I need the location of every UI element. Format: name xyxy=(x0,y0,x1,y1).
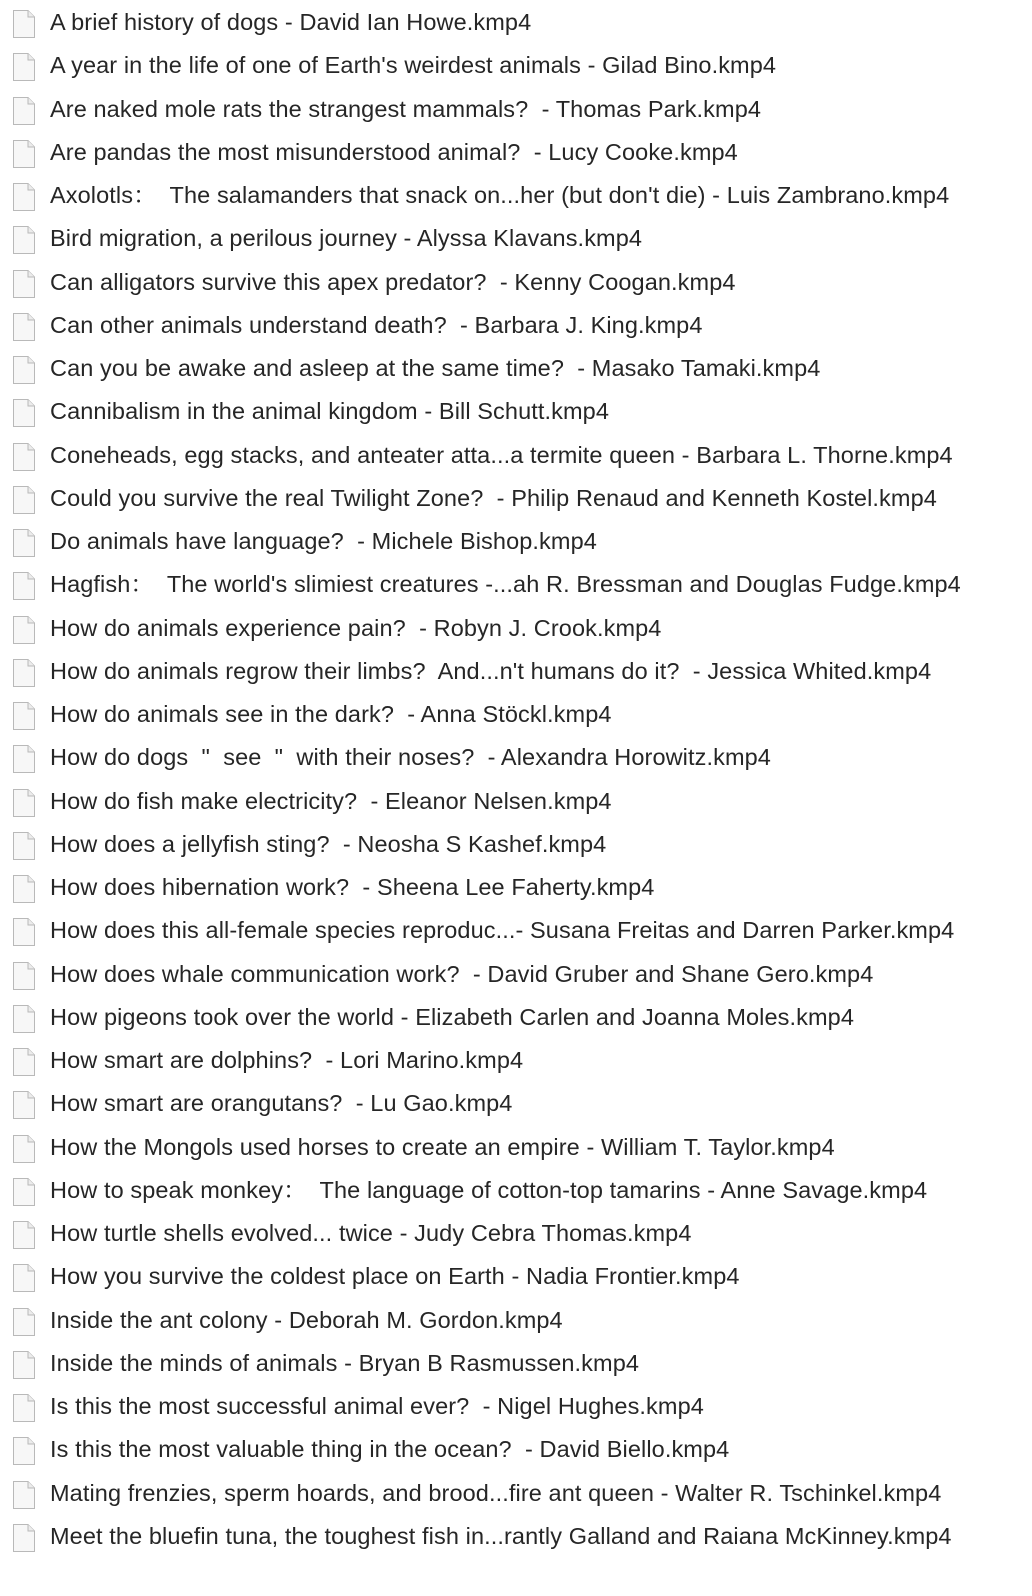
file-row[interactable] xyxy=(0,520,1032,563)
file-row[interactable] xyxy=(0,1255,1032,1298)
file-name: How do animals see in the dark? - Anna Stöckl.kmp4 xyxy=(50,701,612,727)
document-icon xyxy=(12,1090,36,1120)
file-row[interactable] xyxy=(0,434,1032,477)
document-icon xyxy=(12,744,36,774)
document-icon xyxy=(12,528,36,558)
file-name: How turtle shells evolved... twice - Judy Cebra Thomas.kmp4 xyxy=(50,1220,692,1246)
document-icon xyxy=(12,1177,36,1207)
file-row[interactable] xyxy=(0,261,1032,304)
file-name: How do animals regrow their limbs? And...n't humans do it? - Jessica Whited.kmp4 xyxy=(50,657,932,684)
document-icon xyxy=(12,1523,36,1553)
document-icon xyxy=(12,398,36,428)
document-icon xyxy=(12,1004,36,1034)
document-icon xyxy=(12,485,36,515)
file-name: Are pandas the most misunderstood animal? - Lucy Cooke.kmp4 xyxy=(50,138,738,165)
file-row[interactable] xyxy=(0,909,1032,952)
document-icon xyxy=(12,96,36,126)
file-row[interactable] xyxy=(0,1,1032,44)
file-name: Inside the ant colony - Deborah M. Gordon.kmp4 xyxy=(50,1306,563,1333)
file-name: Is this the most valuable thing in the ocean? - David Biello.kmp4 xyxy=(50,1436,730,1463)
file-name: Can you be awake and asleep at the same time? - Masako Tamaki.kmp4 xyxy=(50,355,821,381)
file-row[interactable] xyxy=(0,347,1032,390)
file-row[interactable] xyxy=(0,1039,1032,1082)
document-icon xyxy=(12,1307,36,1337)
file-row[interactable] xyxy=(0,823,1032,866)
document-icon xyxy=(12,52,36,82)
document-icon xyxy=(12,225,36,255)
document-icon xyxy=(12,139,36,169)
document-icon xyxy=(12,571,36,601)
file-name: Do animals have language? - Michele Bishop.kmp4 xyxy=(50,528,597,554)
file-name: Coneheads, egg stacks, and anteater atta...a termite queen - Barbara L. Thorne.kmp4 xyxy=(50,441,953,468)
file-row[interactable] xyxy=(0,1126,1032,1169)
file-name: How pigeons took over the world - Elizabeth Carlen and Joanna Moles.kmp4 xyxy=(50,1003,855,1030)
file-row[interactable] xyxy=(0,1515,1032,1558)
file-name: How do dogs " see " with their noses? - Alexandra Horowitz.kmp4 xyxy=(50,744,771,771)
file-row[interactable] xyxy=(0,1428,1032,1471)
file-name: How to speak monkey： The language of cotton-top tamarins - Anne Savage.kmp4 xyxy=(50,1176,928,1203)
document-icon xyxy=(12,1350,36,1380)
file-row[interactable] xyxy=(0,607,1032,650)
document-icon xyxy=(12,831,36,861)
file-row[interactable] xyxy=(0,650,1032,693)
document-icon xyxy=(12,312,36,342)
file-row[interactable] xyxy=(0,174,1032,217)
file-name: How smart are dolphins? - Lori Marino.kmp4 xyxy=(50,1047,524,1073)
file-name: How does this all-female species reproduc...- Susana Freitas and Darren Parker.kmp4 xyxy=(50,917,955,944)
file-row[interactable] xyxy=(0,996,1032,1039)
file-row[interactable] xyxy=(0,1212,1032,1255)
file-row[interactable] xyxy=(0,736,1032,779)
file-name: Is this the most successful animal ever? - Nigel Hughes.kmp4 xyxy=(50,1393,704,1419)
file-name: Are naked mole rats the strangest mammals? - Thomas Park.kmp4 xyxy=(50,95,762,122)
document-icon xyxy=(12,355,36,385)
file-name: How the Mongols used horses to create an empire - William T. Taylor.kmp4 xyxy=(50,1133,835,1160)
file-name: How do animals experience pain? - Robyn J. Crook.kmp4 xyxy=(50,614,662,641)
file-name: Can other animals understand death? - Barbara J. King.kmp4 xyxy=(50,311,703,338)
file-row[interactable] xyxy=(0,1082,1032,1125)
document-icon xyxy=(12,269,36,299)
document-icon xyxy=(12,1436,36,1466)
file-row[interactable] xyxy=(0,780,1032,823)
file-name: How does hibernation work? - Sheena Lee Faherty.kmp4 xyxy=(50,874,655,900)
file-name: Mating frenzies, sperm hoards, and brood...fire ant queen - Walter R. Tschinkel.kmp4 xyxy=(50,1479,942,1506)
file-row[interactable] xyxy=(0,217,1032,260)
document-icon xyxy=(12,917,36,947)
file-row[interactable] xyxy=(0,88,1032,131)
file-name: A brief history of dogs - David Ian Howe.kmp4 xyxy=(50,9,532,35)
file-row[interactable] xyxy=(0,304,1032,347)
document-icon xyxy=(12,9,36,39)
file-row[interactable] xyxy=(0,866,1032,909)
file-name: Could you survive the real Twilight Zone? - Philip Renaud and Kenneth Kostel.kmp4 xyxy=(50,484,937,511)
document-icon xyxy=(12,1263,36,1293)
file-name: Inside the minds of animals - Bryan B Rasmussen.kmp4 xyxy=(50,1349,640,1376)
file-row[interactable] xyxy=(0,1472,1032,1515)
document-icon xyxy=(12,1220,36,1250)
file-name: Hagfish： The world's slimiest creatures -...ah R. Bressman and Douglas Fudge.kmp4 xyxy=(50,571,961,598)
file-row[interactable] xyxy=(0,1385,1032,1428)
file-row[interactable] xyxy=(0,953,1032,996)
file-name: Can alligators survive this apex predator? - Kenny Coogan.kmp4 xyxy=(50,268,736,295)
file-row[interactable] xyxy=(0,390,1032,433)
document-icon xyxy=(12,615,36,645)
file-row[interactable] xyxy=(0,44,1032,87)
file-row[interactable] xyxy=(0,1169,1032,1212)
file-row[interactable] xyxy=(0,131,1032,174)
file-row[interactable] xyxy=(0,1299,1032,1342)
document-icon xyxy=(12,1480,36,1510)
file-name: Cannibalism in the animal kingdom - Bill Schutt.kmp4 xyxy=(50,398,609,425)
document-icon xyxy=(12,788,36,818)
document-icon xyxy=(12,961,36,991)
document-icon xyxy=(12,182,36,212)
file-row[interactable] xyxy=(0,693,1032,736)
file-row[interactable] xyxy=(0,563,1032,606)
file-name: How does whale communication work? - David Gruber and Shane Gero.kmp4 xyxy=(50,960,874,987)
file-row[interactable] xyxy=(0,1342,1032,1385)
document-icon xyxy=(12,874,36,904)
file-name: How do fish make electricity? - Eleanor Nelsen.kmp4 xyxy=(50,787,612,814)
file-name: How you survive the coldest place on Earth - Nadia Frontier.kmp4 xyxy=(50,1263,740,1290)
document-icon xyxy=(12,658,36,688)
file-name: A year in the life of one of Earth's weirdest animals - Gilad Bino.kmp4 xyxy=(50,52,777,79)
file-name: Bird migration, a perilous journey - Alyssa Klavans.kmp4 xyxy=(50,225,643,252)
file-name: How smart are orangutans? - Lu Gao.kmp4 xyxy=(50,1090,513,1117)
document-icon xyxy=(12,1047,36,1077)
file-name: Meet the bluefin tuna, the toughest fish in...rantly Galland and Raiana McKinney.kmp4 xyxy=(50,1522,952,1549)
document-icon xyxy=(12,442,36,472)
document-icon xyxy=(12,701,36,731)
document-icon xyxy=(12,1134,36,1164)
file-name: How does a jellyfish sting? - Neosha S Kashef.kmp4 xyxy=(50,830,607,857)
document-icon xyxy=(12,1393,36,1423)
file-name: Axolotls： The salamanders that snack on...her (but don't die) - Luis Zambrano.kmp4 xyxy=(50,182,950,208)
file-row[interactable] xyxy=(0,477,1032,520)
